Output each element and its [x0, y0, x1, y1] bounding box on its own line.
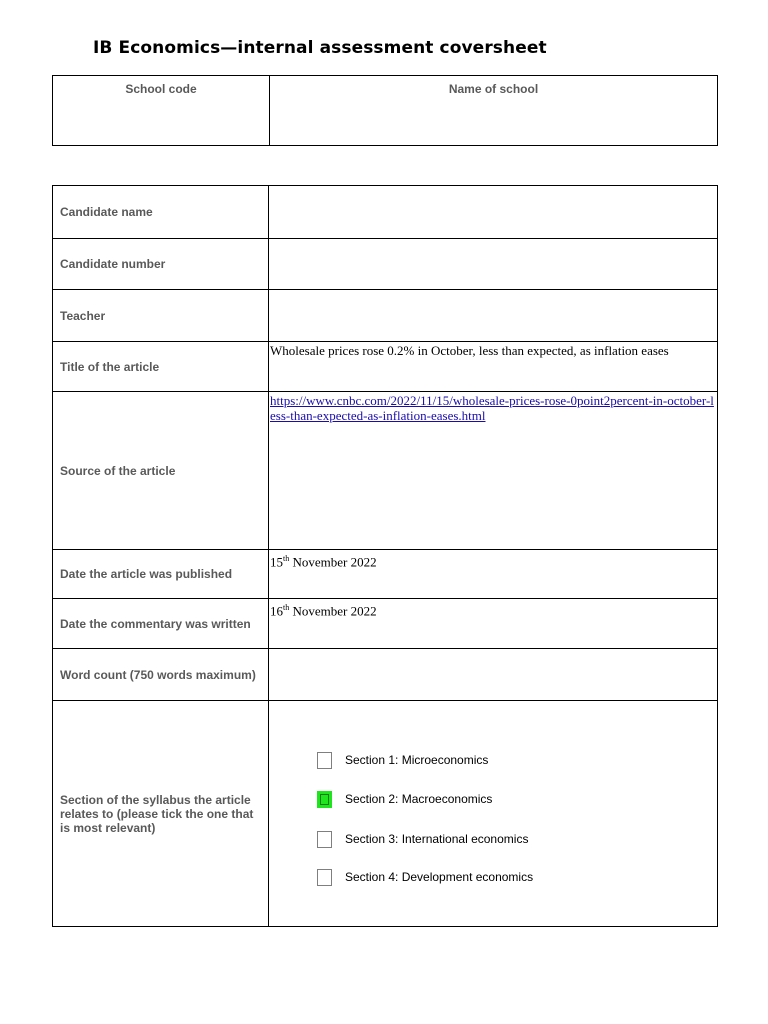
article-title-field[interactable] [269, 342, 718, 392]
checkbox-section-3[interactable] [317, 831, 332, 848]
checkbox-section-4[interactable] [317, 869, 332, 886]
date-published-suffix: th [283, 554, 290, 563]
source-link[interactable]: https://www.cnbc.com/2022/11/15/wholesale-prices-rose-0point2percent-in-october-less-than-expected-as-inflation-eases.html [270, 393, 714, 423]
section-option-2[interactable] [317, 788, 492, 810]
date-written-label: Date the commentary was written [53, 599, 269, 649]
source-field[interactable] [269, 392, 718, 550]
date-written-suffix: th [283, 603, 290, 612]
school-name-cell[interactable] [270, 76, 718, 146]
date-written-day: 16 [270, 603, 283, 619]
section-option-3[interactable] [317, 828, 528, 850]
section-4-label: Section 4: Development economics [345, 869, 534, 884]
source-label: Source of the article [53, 392, 269, 550]
checkbox-section-2-checked[interactable] [317, 791, 332, 808]
date-written-rest: November 2022 [289, 603, 377, 619]
school-name-label: Name of school [448, 82, 539, 96]
school-code-cell[interactable] [53, 76, 270, 146]
syllabus-options [269, 701, 718, 927]
section-3-label: Section 3: International economics [345, 831, 529, 846]
candidate-number-field[interactable] [269, 239, 718, 290]
checkbox-section-1[interactable] [317, 752, 332, 769]
school-info-table [52, 75, 718, 146]
page-title: IB Economics—internal assessment coversheet [93, 38, 547, 58]
date-published-rest: November 2022 [289, 554, 377, 570]
syllabus-label: Section of the syllabus the article relates to (please tick the one that is most relevant) [53, 701, 269, 927]
teacher-label: Teacher [53, 290, 269, 342]
section-1-label: Section 1: Microeconomics [345, 752, 489, 767]
section-option-1[interactable] [317, 749, 488, 771]
section-2-label: Section 2: Macroeconomics [345, 791, 493, 806]
school-code-label: School code [125, 82, 197, 96]
candidate-number-label: Candidate number [53, 239, 269, 290]
date-published-day: 15 [270, 554, 283, 570]
candidate-name-field[interactable] [269, 186, 718, 239]
teacher-field[interactable] [269, 290, 718, 342]
word-count-field[interactable] [269, 649, 718, 701]
date-published-label: Date the article was published [53, 550, 269, 599]
article-title-label: Title of the article [53, 342, 269, 392]
date-written-field[interactable] [269, 599, 718, 649]
candidate-info-table [52, 185, 718, 927]
word-count-label: Word count (750 words maximum) [53, 649, 269, 701]
candidate-name-label: Candidate name [53, 186, 269, 239]
date-published-field[interactable] [269, 550, 718, 599]
article-title-text: Wholesale prices rose 0.2% in October, less than expected, as inflation eases [270, 343, 669, 358]
section-option-4[interactable] [317, 866, 533, 888]
